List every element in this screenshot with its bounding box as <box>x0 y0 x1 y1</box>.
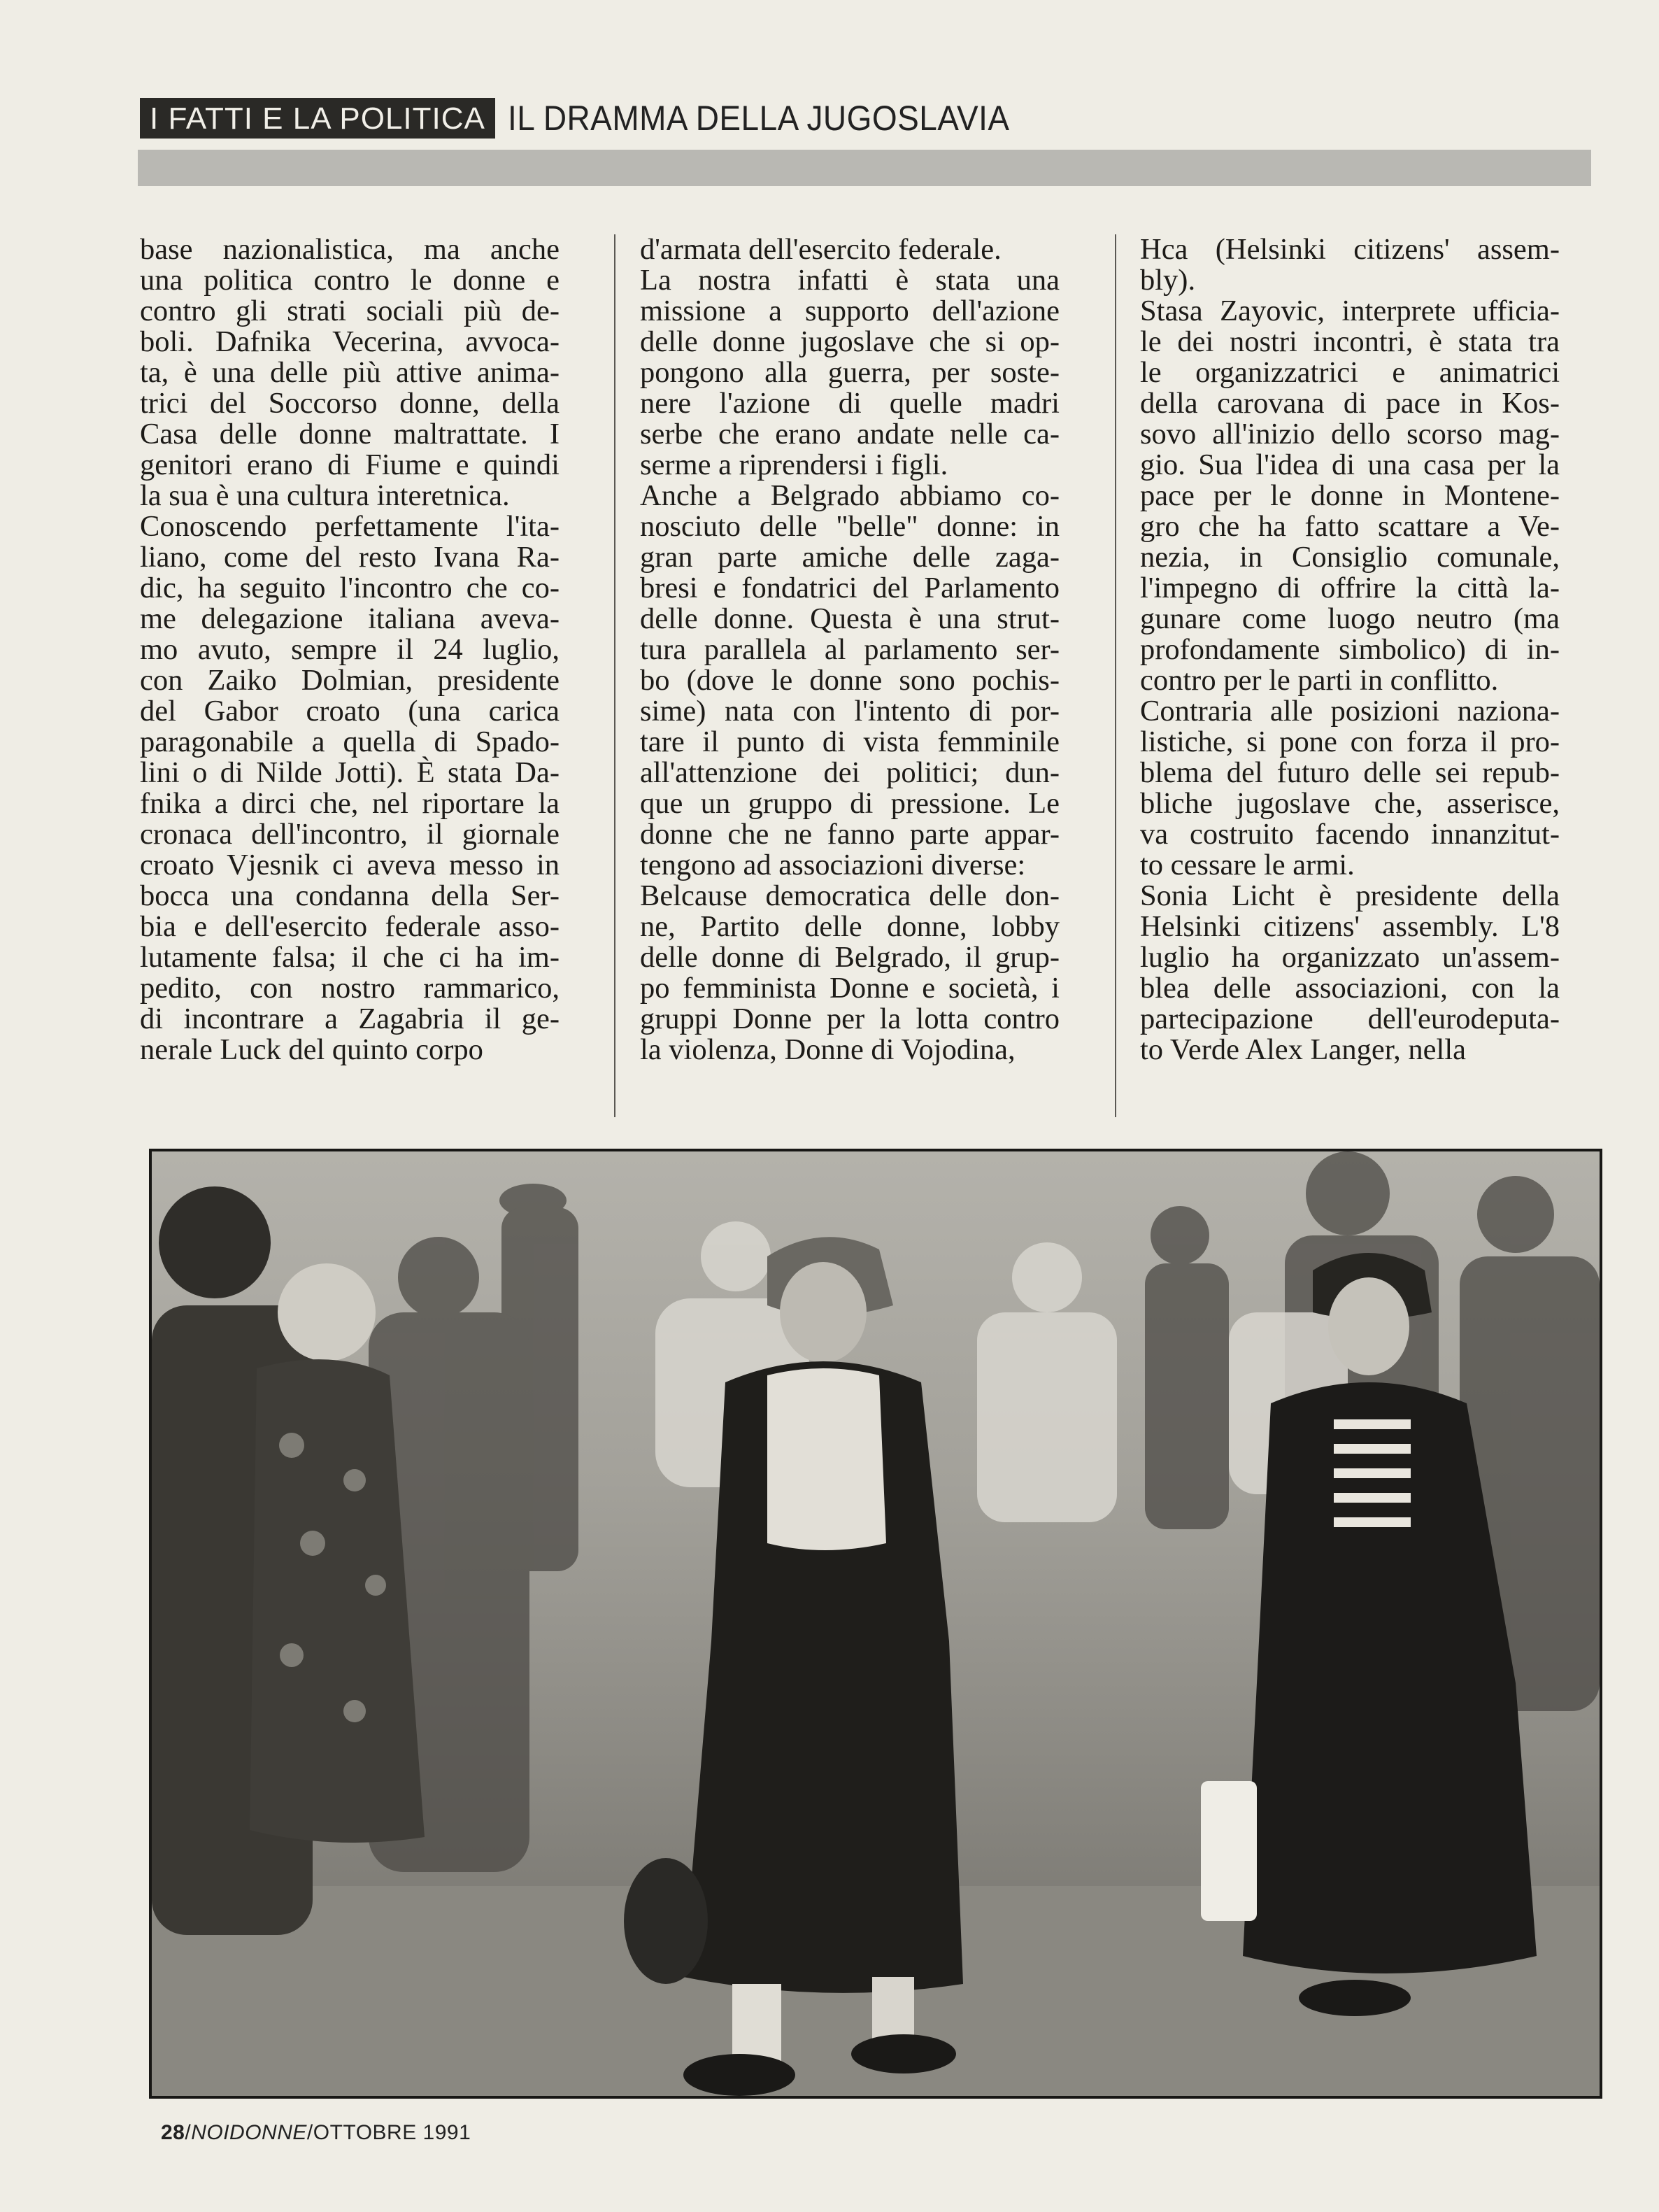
text-line: pace per le donne in Montene- <box>1140 479 1560 512</box>
text-line: blea delle associazioni, con la <box>1140 972 1560 1005</box>
text-line: nezia, in Consiglio comunale, <box>1140 541 1560 574</box>
text-line: pongono alla guerra, per soste- <box>640 356 1060 389</box>
text-line: nerale Luck del quinto corpo <box>140 1033 483 1066</box>
text-line: gran parte amiche delle zaga- <box>640 541 1060 574</box>
text-line: la violenza, Donne di Vojodina, <box>640 1033 1016 1066</box>
text-line: bliche jugoslave che, asserisce, <box>1140 787 1560 820</box>
text-line: partecipazione dell'eurodeputa- <box>1140 1002 1560 1035</box>
text-line: blema del futuro delle sei repub- <box>1140 756 1560 789</box>
text-line: le organizzatrici e animatrici <box>1140 356 1560 389</box>
text-line: Helsinki citizens' assembly. L'8 <box>1140 910 1560 943</box>
magazine-name: NOIDONNE <box>191 2121 307 2144</box>
text-line: bo (dove le donne sono pochis- <box>640 664 1060 697</box>
text-line: va costruito facendo innanzitut- <box>1140 818 1560 851</box>
text-line: gio. Sua l'idea di una casa per la <box>1140 448 1560 481</box>
text-line: ta, è una delle più attive anima- <box>140 356 560 389</box>
text-line: me delegazione italiana aveva- <box>140 602 560 635</box>
text-line: base nazionalistica, ma anche <box>140 234 560 266</box>
text-line: gruppi Donne per la lotta contro <box>640 1002 1060 1035</box>
issue-date: OTTOBRE 1991 <box>313 2121 471 2144</box>
text-line: tare il punto di vista femminile <box>640 725 1060 758</box>
text-line: la sua è una cultura interetnica. <box>140 479 510 512</box>
text-line: missione a supporto dell'azione <box>640 295 1060 327</box>
text-line: trici del Soccorso donne, della <box>140 387 560 420</box>
article-body <box>140 234 1602 1128</box>
page-number: 28 <box>161 2121 185 2144</box>
text-line: Belcause democratica delle don- <box>640 879 1060 912</box>
text-line: paragonabile a quella di Spado- <box>140 725 560 758</box>
text-line: serbe che erano andate nelle ca- <box>640 418 1060 451</box>
text-line: fnika a dirci che, nel riportare la <box>140 787 560 820</box>
section-tag: I FATTI E LA POLITICA <box>140 98 495 139</box>
text-line: to Verde Alex Langer, nella <box>1140 1033 1467 1066</box>
text-line: donne che ne fanno parte appar- <box>640 818 1060 851</box>
text-line: bocca una condanna della Ser- <box>140 879 560 912</box>
text-line: con Zaiko Dolmian, presidente <box>140 664 560 697</box>
article-title: IL DRAMMA DELLA JUGOSLAVIA <box>507 99 1010 138</box>
text-line: que un gruppo di pressione. Le <box>640 787 1060 820</box>
text-line: sovo all'inizio dello scorso mag- <box>1140 418 1560 451</box>
text-line: delle donne jugoslave che si op- <box>640 325 1060 358</box>
text-line: ne, Partito delle donne, lobby <box>640 910 1060 943</box>
text-line: lini o di Nilde Jotti). È stata Da- <box>140 756 560 789</box>
text-line: all'attenzione dei politici; dun- <box>640 756 1060 789</box>
text-line: Anche a Belgrado abbiamo co- <box>640 479 1060 512</box>
column-divider <box>614 234 615 1117</box>
text-line: delle donne. Questa è una strut- <box>640 602 1060 635</box>
text-line: gro che ha fatto scattare a Ve- <box>1140 510 1560 543</box>
page-footer: 28/NOIDONNE/OTTOBRE 1991 <box>161 2121 471 2144</box>
text-line: Casa delle donne maltrattate. I <box>140 418 560 451</box>
photo-women-march <box>152 1151 1600 2096</box>
text-line: serme a riprendersi i figli. <box>640 448 948 481</box>
text-line: l'impegno di offrire la città la- <box>1140 572 1560 604</box>
text-line: del Gabor croato (una carica <box>140 695 560 728</box>
text-line: bresi e fondatrici del Parlamento <box>640 572 1060 604</box>
text-line: d'armata dell'esercito federale. <box>640 234 1002 266</box>
text-line: pedito, con nostro rammarico, <box>140 972 560 1005</box>
text-line: di incontrare a Zagabria il ge- <box>140 1002 560 1035</box>
text-line: contro per le parti in conflitto. <box>1140 664 1499 697</box>
text-column-1 <box>140 234 560 1128</box>
text-line: listiche, si pone con forza il pro- <box>1140 725 1560 758</box>
text-column-3 <box>1140 234 1560 1128</box>
text-line: bia e dell'esercito federale asso- <box>140 910 560 943</box>
text-line: profondamente simbolico) di in- <box>1140 633 1560 666</box>
text-line: della carovana di pace in Kos- <box>1140 387 1560 420</box>
text-line: gunare come luogo neutro (ma <box>1140 602 1560 635</box>
text-line: croato Vjesnik ci aveva messo in <box>140 849 560 881</box>
text-line: genitori erano di Fiume e quindi <box>140 448 560 481</box>
text-line: bly). <box>1140 264 1196 297</box>
text-line: boli. Dafnika Vecerina, avvoca- <box>140 325 560 358</box>
text-line: luglio ha organizzato un'assem- <box>1140 941 1560 974</box>
text-line: nere l'azione di quelle madri <box>640 387 1060 420</box>
text-line: Sonia Licht è presidente della <box>1140 879 1560 912</box>
text-line: to cessare le armi. <box>1140 849 1355 881</box>
text-column-2 <box>640 234 1060 1128</box>
column-divider <box>1115 234 1116 1117</box>
text-line: liano, come del resto Ivana Ra- <box>140 541 560 574</box>
text-line: mo avuto, sempre il 24 luglio, <box>140 633 560 666</box>
text-line: La nostra infatti è stata una <box>640 264 1060 297</box>
page-header <box>140 98 1053 139</box>
text-line: tura parallela al parlamento ser- <box>640 633 1060 666</box>
header-band <box>138 150 1591 186</box>
text-line: dic, ha seguito l'incontro che co- <box>140 572 560 604</box>
text-line: Conoscendo perfettamente l'ita- <box>140 510 560 543</box>
text-line: una politica contro le donne e <box>140 264 560 297</box>
article-photo <box>149 1149 1602 2099</box>
text-line: nosciuto delle "belle" donne: in <box>640 510 1060 543</box>
text-line: le dei nostri incontri, è stata tra <box>1140 325 1560 358</box>
text-line: po femminista Donne e società, i <box>640 972 1060 1005</box>
text-line: tengono ad associazioni diverse: <box>640 849 1026 881</box>
text-line: sime) nata con l'intento di por- <box>640 695 1060 728</box>
text-line: cronaca dell'incontro, il giornale <box>140 818 560 851</box>
text-line: delle donne di Belgrado, il grup- <box>640 941 1060 974</box>
text-line: Hca (Helsinki citizens' assem- <box>1140 234 1560 266</box>
text-line: Contraria alle posizioni naziona- <box>1140 695 1560 728</box>
text-line: Stasa Zayovic, interprete ufficia- <box>1140 295 1560 327</box>
text-line: lutamente falsa; il che ci ha im- <box>140 941 560 974</box>
text-line: contro gli strati sociali più de- <box>140 295 560 327</box>
